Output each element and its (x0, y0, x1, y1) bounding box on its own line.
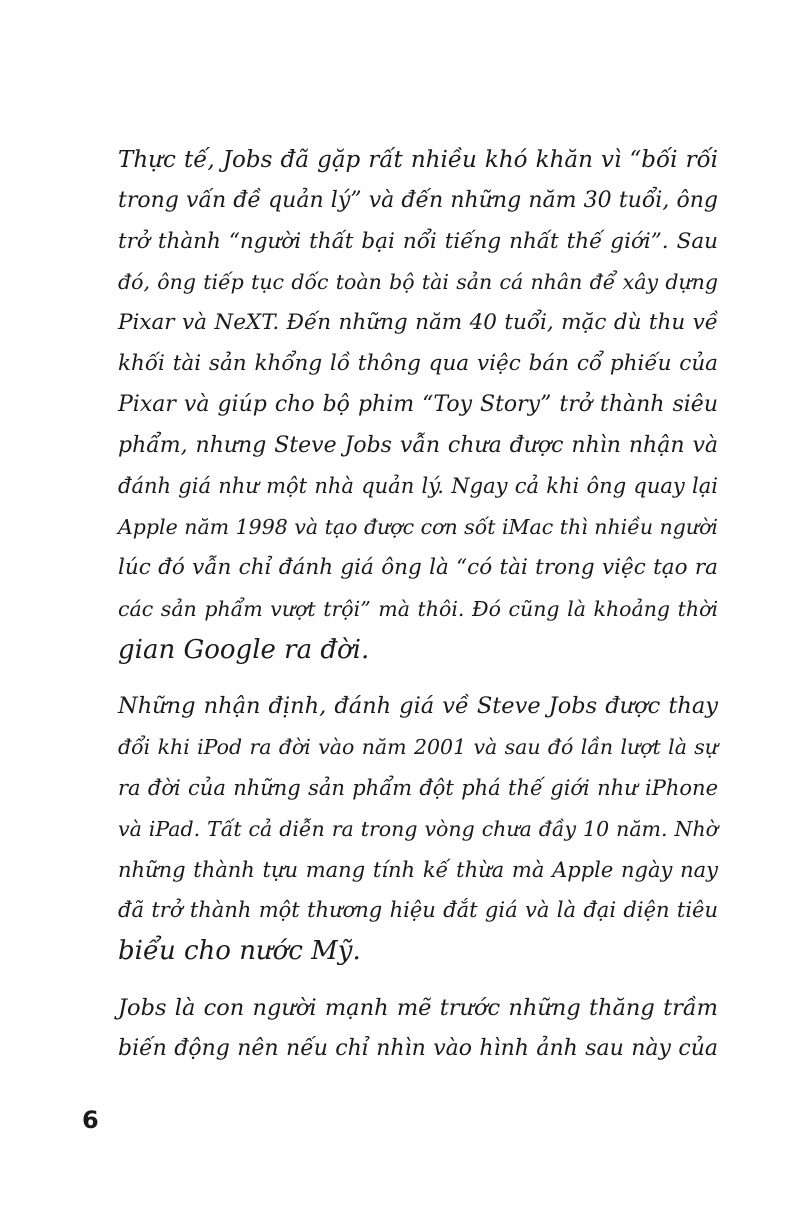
page-body-text (118, 140, 718, 1086)
paragraph-3 (118, 988, 718, 1070)
text-line: các sản phẩm vượt trội” mà thôi. Đó cũng là khoảng thời (118, 596, 718, 621)
text-line: Jobs là con người mạnh mẽ trước những thăng trầm (118, 994, 718, 1021)
text-line: trong vấn đề quản lý” và đến những năm 30 tuổi, ông (118, 187, 718, 213)
text-line: Apple năm 1998 và tạo được cơn sốt iMac thì nhiều người (118, 515, 718, 540)
text-line: đánh giá như một nhà quản lý. Ngay cả khi ông quay lại (118, 474, 718, 499)
text-line: những thành tựu mang tính kế thừa mà Apple ngày nay (118, 857, 718, 882)
text-line: đổi khi iPod ra đời vào năm 2001 và sau đó lần lượt là sự (118, 735, 718, 760)
text-line: Pixar và giúp cho bộ phim “Toy Story” trở thành siêu (118, 391, 718, 417)
text-line: lúc đó vẫn chỉ đánh giá ông là “có tài trong việc tạo ra (118, 554, 718, 580)
text-line: Pixar và NeXT. Đến những năm 40 tuổi, mặc dù thu về (118, 310, 718, 336)
text-line: đó, ông tiếp tục dốc toàn bộ tài sản cá nhân để xây dựng (118, 270, 718, 295)
text-line: gian Google ra đời. (118, 634, 370, 665)
paragraph-2 (118, 686, 718, 972)
page-number: 6 (82, 1106, 99, 1134)
text-line: đã trở thành một thương hiệu đắt giá và là đại diện tiêu (118, 898, 718, 923)
text-line: biến động nên nếu chỉ nhìn vào hình ảnh sau này của (118, 1035, 718, 1061)
text-line: và iPad. Tất cả diễn ra trong vòng chưa đầy 10 năm. Nhờ (118, 816, 718, 841)
text-line: khối tài sản khổng lồ thông qua việc bán cổ phiếu của (118, 350, 718, 376)
text-line: Thực tế, Jobs đã gặp rất nhiều khó khăn vì “bối rối (118, 147, 718, 173)
paragraph-1 (118, 140, 718, 670)
text-line: Những nhận định, đánh giá về Steve Jobs được thay (118, 693, 718, 720)
text-line: ra đời của những sản phẩm đột phá thế giới như iPhone (118, 775, 718, 800)
text-line: phẩm, nhưng Steve Jobs vẫn chưa được nhìn nhận và (118, 432, 718, 458)
text-line: trở thành “người thất bại nổi tiếng nhất thế giới”. Sau (118, 228, 718, 254)
text-line: biểu cho nước Mỹ. (118, 936, 361, 967)
